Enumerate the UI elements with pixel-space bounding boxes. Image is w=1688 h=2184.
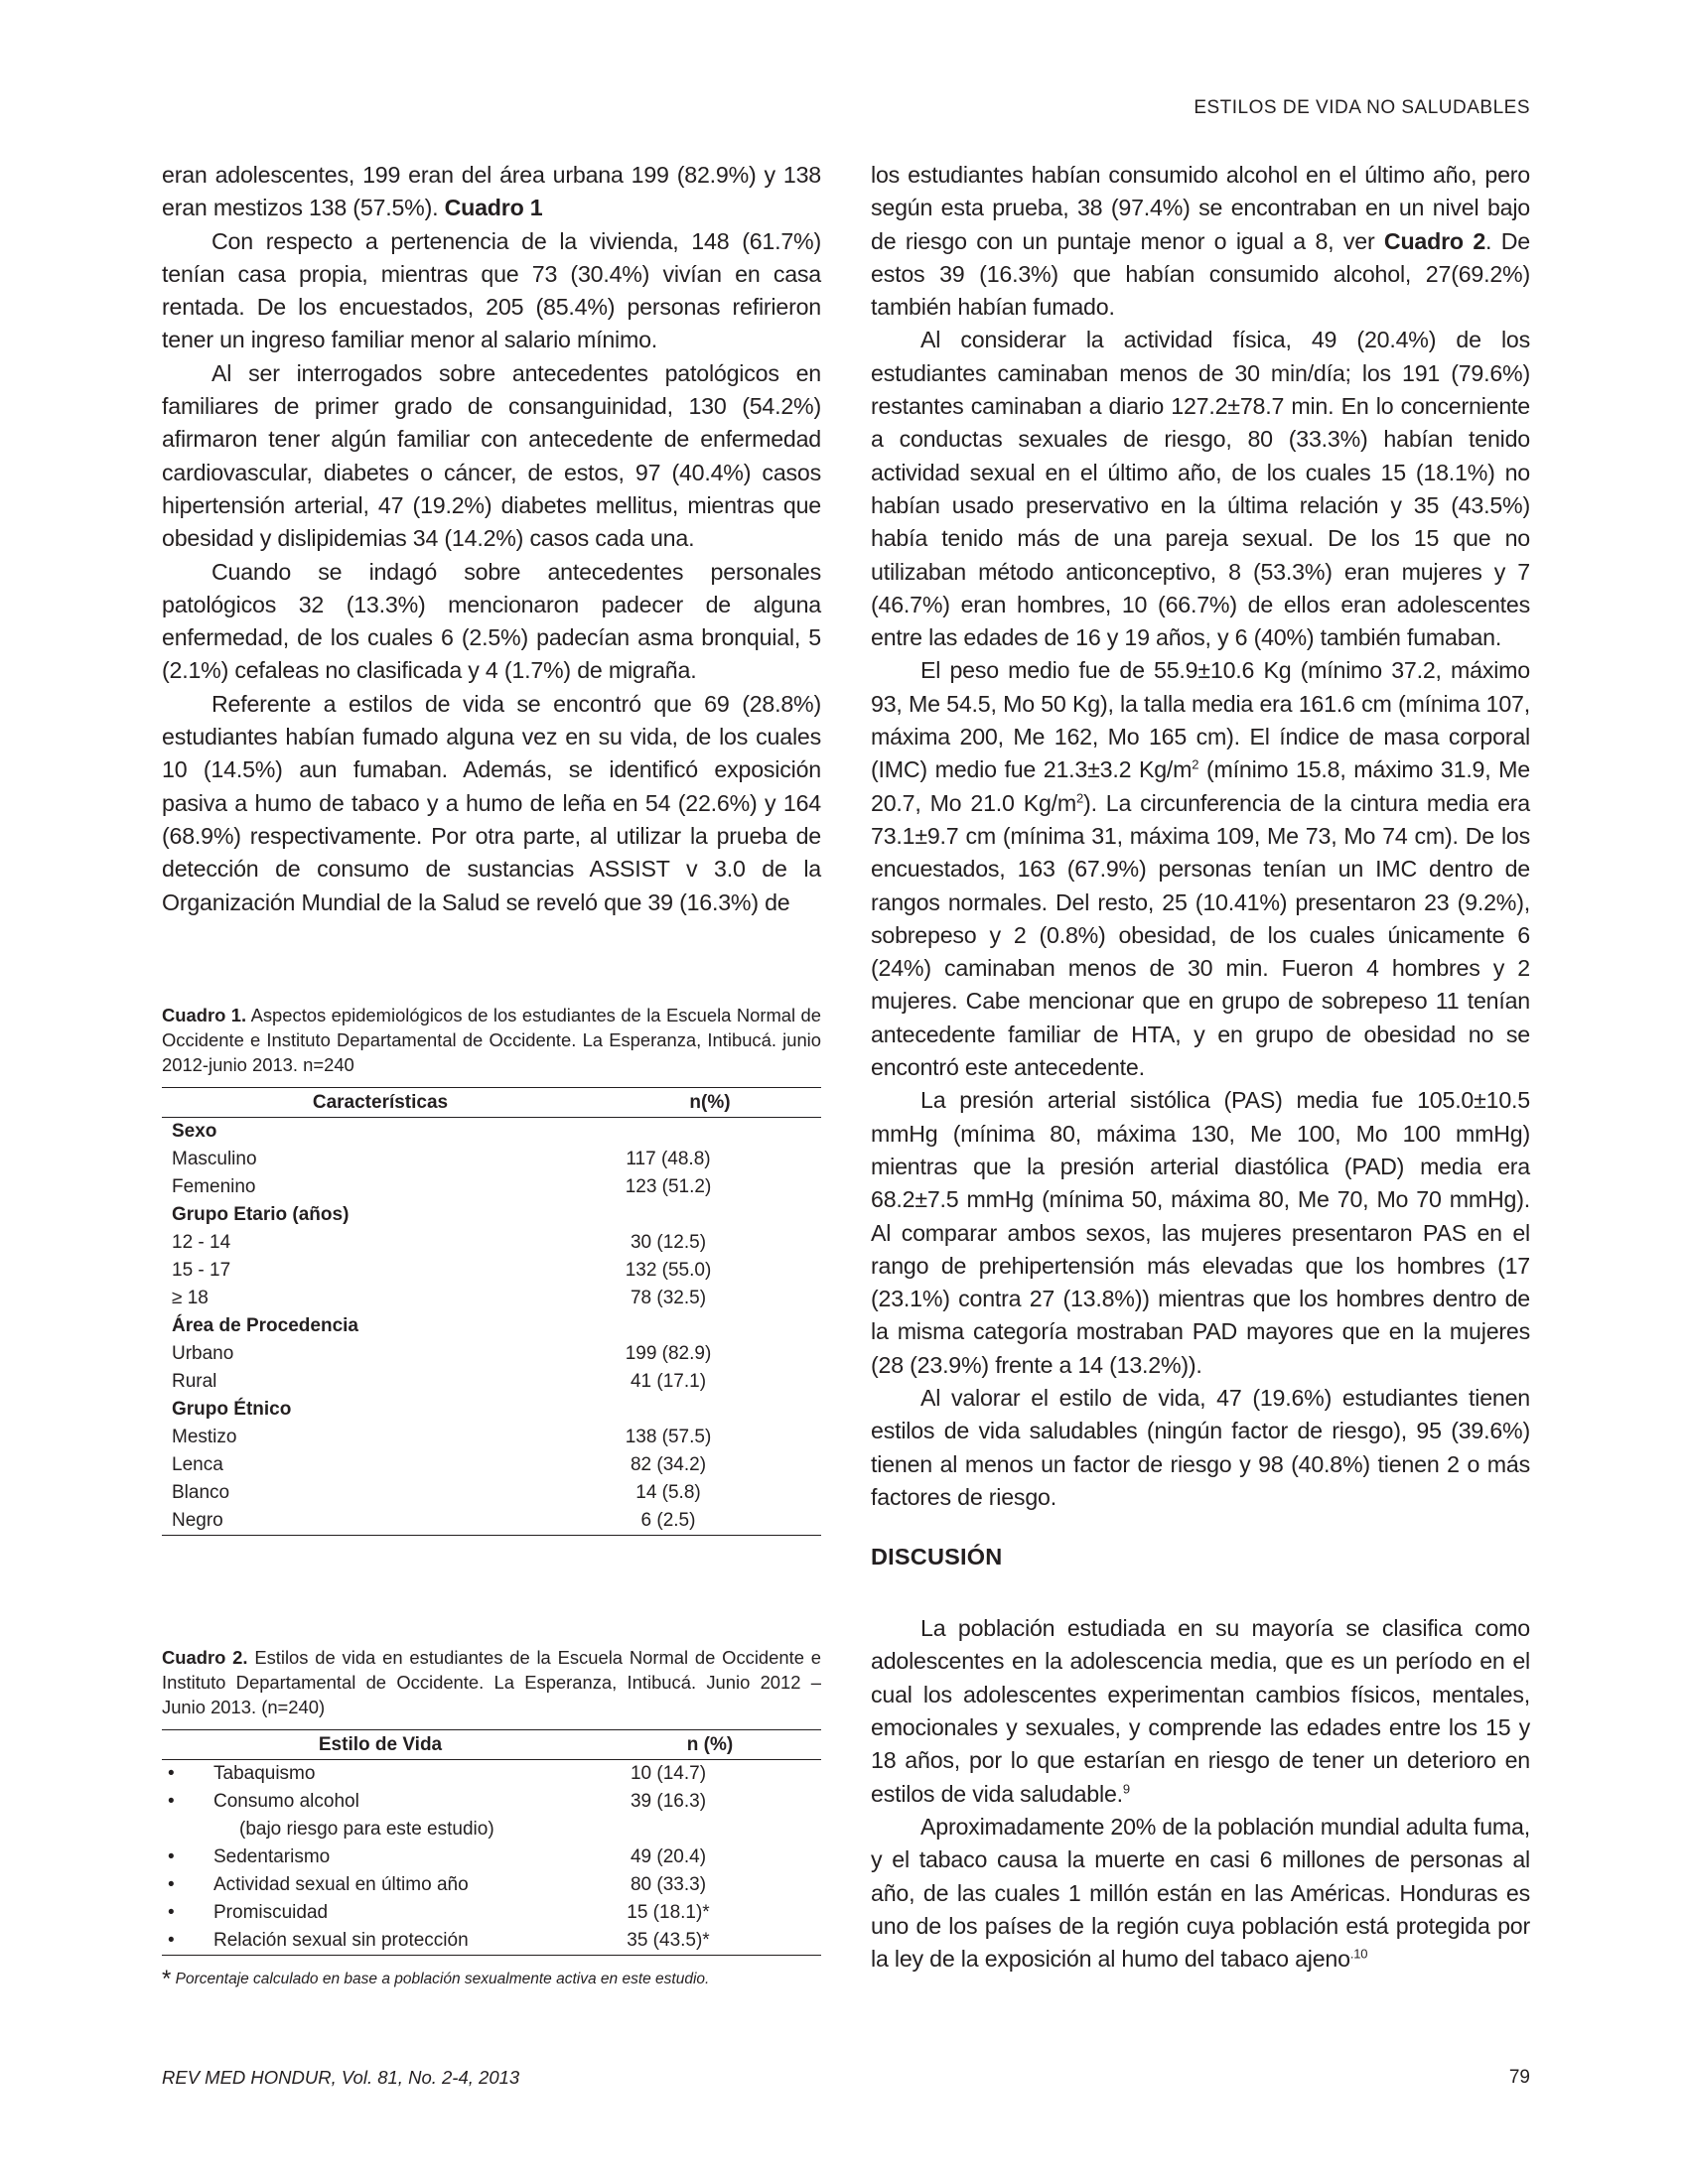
table-cell-value xyxy=(599,1201,821,1229)
table-2-body xyxy=(162,1760,821,1956)
table-cell-value: 78 (32.5) xyxy=(630,1288,707,1308)
table-row xyxy=(162,1871,821,1899)
table-row xyxy=(162,1507,821,1536)
paragraph-text: . De estos 39 (16.3%) que habían consumido alcohol, 27(69.2%) también habían fumado. xyxy=(871,227,1530,321)
table-row xyxy=(162,1257,821,1285)
paragraph: Al considerar la actividad física, 49 (20.4%) de los estudiantes caminaban menos de 30 min/día; los 191 (79.6%) restantes caminaban a diario 127.2±78.7 min. En lo concerniente a conductas sexuales de riesgo, 80 (33.3%) habían tenido actividad sexual en el último año, de los cuales 15 (18.1%) no habían usado preservativo en la última relación y 35 (43.5%) había tenido más de una pareja sexual. De los 15 que no utilizaban método anticonceptivo, 8 (53.3%) eran mujeres y 7 (46.7%) eran hombres, 10 (66.7%) de ellos eran adolescentes entre las edades de 16 y 19 años, y 6 (40%) también fumaban. xyxy=(871,327,1530,651)
bullet xyxy=(162,1816,213,1843)
table-cell-value: 49 (20.4) xyxy=(630,1846,707,1867)
table-section-row xyxy=(162,1396,821,1424)
table-row xyxy=(162,1173,821,1201)
column-header: n (%) xyxy=(686,1734,734,1755)
table-cell-value: 132 (55.0) xyxy=(625,1260,712,1281)
table-row xyxy=(162,1340,821,1368)
bullet: • xyxy=(168,1874,175,1895)
bullet: • xyxy=(168,1846,175,1867)
bullet: • xyxy=(168,1763,175,1784)
table-cell-label: Rural xyxy=(172,1371,217,1392)
caption-label: Cuadro 2. xyxy=(162,1647,248,1668)
table-reference: Cuadro 1 xyxy=(444,195,543,221)
bullet: • xyxy=(168,1791,175,1812)
table-1-caption xyxy=(162,1003,821,1077)
table-cell-label: Área de Procedencia xyxy=(172,1315,358,1336)
table-cell-label: Lenca xyxy=(172,1454,223,1475)
table-cell-label: ≥ 18 xyxy=(172,1288,209,1308)
table-cell-value: 14 (5.8) xyxy=(635,1482,701,1503)
table-row xyxy=(162,1368,821,1396)
table-cell-label: Actividad sexual en último año xyxy=(213,1874,469,1895)
table-row xyxy=(162,1788,821,1816)
column-header: n(%) xyxy=(689,1092,731,1113)
footnote-mark: * xyxy=(162,1966,172,1992)
table-row xyxy=(162,1479,821,1507)
table-section-row xyxy=(162,1118,821,1147)
table-row xyxy=(162,1146,821,1173)
paragraph-text: los estudiantes habían consumido alcohol en el último año, pero según esta prueba, 38 (97.4%) se encontraban en un nivel bajo de riesgo con un puntaje menor o igual a 8, ver xyxy=(871,162,1530,254)
table-cell-value: 117 (48.8) xyxy=(626,1149,711,1169)
paragraph-text: (mínimo 15.8, máximo 31.9, Me 20.7, Mo 21.0 Kg/m xyxy=(871,756,1530,816)
citation-superscript: 9 xyxy=(1122,1780,1130,1796)
paragraph xyxy=(871,654,1530,1084)
table-cell-value: 35 (43.5)* xyxy=(627,1930,710,1951)
table-row xyxy=(162,1451,821,1479)
table-section-row xyxy=(162,1312,821,1340)
table-1-body xyxy=(162,1118,821,1536)
table-section-row xyxy=(162,1201,821,1229)
table-cell-label: Promiscuidad xyxy=(213,1902,329,1923)
table-cell-label: Negro xyxy=(172,1510,223,1531)
bullet: • xyxy=(168,1902,175,1923)
table-cell-label: 12 - 14 xyxy=(172,1232,231,1253)
table-cell-label: Sedentarismo xyxy=(213,1846,331,1867)
table-cell-value xyxy=(599,1312,821,1340)
table-reference: Cuadro 2 xyxy=(1383,227,1486,254)
table-cell-label: Sexo xyxy=(172,1121,217,1142)
table-cell-label: Consumo alcohol xyxy=(213,1791,359,1812)
paragraph xyxy=(871,1612,1530,1811)
paragraph-text: ). La circunferencia de la cintura media era 73.1±9.7 cm (mínima 31, máxima 109, Me 73, Mo 74 cm). De los encuestados, 163 (67.9%) personas tenían un IMC dentro de rangos normales. Del resto, 25 (10.41%) presentaron 23 (9.2%), sobrepeso y 2 (0.8%) obesidad, de los cuales únicamente 6 (24%) caminaban menos de 30 min. Fueron 4 hombres y 2 mujeres. Cabe mencionar que en grupo de sobrepeso 11 tenían antecedente familiar de HTA, y en grupo de obesidad no se encontró este antecedente. xyxy=(871,789,1530,1081)
caption-text: Estilos de vida en estudiantes de la Escuela Normal de Occidente e Instituto Departamental de Occidente. La Esperanza, Intibucá. Junio 2012 – Junio 2013. (n=240) xyxy=(162,1647,821,1717)
table-cell-value xyxy=(599,1816,821,1843)
paragraph xyxy=(162,159,821,225)
table-cell-value: 123 (51.2) xyxy=(625,1176,712,1197)
table-header-row xyxy=(162,1088,821,1118)
paragraph-text: La población estudiada en su mayoría se clasifica como adolescentes en la adolescencia media, que es un período en el cual los adolescentes experimentan cambios físicos, mentales, emocionales y sexuales, y comprende las edades entre los 15 y 18 años, por lo que estarían en riesgo de tener un deterioro en estilos de vida saludable. xyxy=(871,1615,1530,1807)
table-cell-value: 138 (57.5) xyxy=(625,1427,712,1447)
section-heading: DISCUSIÓN xyxy=(871,1544,1003,1570)
footer-journal-citation: REV MED HONDUR, Vol. 81, No. 2-4, 2013 xyxy=(162,2067,520,2088)
paragraph-text: El peso medio fue de 55.9±10.6 Kg (mínimo 37.2, máximo 93, Me 54.5, Mo 50 Kg), la talla media era 161.6 cm (mínima 107, máxima 200, Me 162, Mo 165 cm). El índice de masa corporal (IMC) medio fue 21.3±3.2 Kg/m xyxy=(871,657,1530,783)
table-cell-value: 30 (12.5) xyxy=(630,1232,707,1253)
table-cell-value: 39 (16.3) xyxy=(630,1791,707,1812)
caption-text: Aspectos epidemiológicos de los estudiantes de la Escuela Normal de Occidente e Instituto Departamental de Occidente. La Esperanza, Intibucá. junio 2012-junio 2013. n=240 xyxy=(162,1005,821,1075)
table-cell-label: (bajo riesgo para este estudio) xyxy=(239,1819,494,1840)
paragraph-text: Aproximadamente 20% de la población mundial adulta fuma, y el tabaco causa la muerte en casi 6 millones de personas al año, de las cuales 1 millón están en las Américas. Honduras es uno de los países de la región cuya población está protegida por la ley de la exposición al humo del tabaco ajeno xyxy=(871,1813,1530,1973)
paragraph: Cuando se indagó sobre antecedentes personales patológicos 32 (13.3%) mencionaron padecer de alguna enfermedad, de los cuales 6 (2.5%) padecían asma bronquial, 5 (2.1%) cefaleas no clasificada y 4 (1.7%) de migraña. xyxy=(162,558,821,684)
paragraph: Al valorar el estilo de vida, 47 (19.6%) estudiantes tienen estilos de vida saludables (ningún factor de riesgo), 95 (39.6%) tienen al menos un factor de riesgo y 98 (40.8%) tienen 2 o más factores de riesgo. xyxy=(871,1384,1530,1510)
table-row xyxy=(162,1816,821,1843)
table-row xyxy=(162,1285,821,1312)
table-cell-label: Masculino xyxy=(172,1149,257,1169)
left-column xyxy=(162,159,821,919)
table-cell-label: Grupo Etario (años) xyxy=(172,1204,350,1225)
table-cell-label: Urbano xyxy=(172,1343,234,1364)
superscript: 2 xyxy=(1076,789,1084,805)
table-cell-value: 80 (33.3) xyxy=(630,1874,707,1895)
bullet: • xyxy=(168,1930,175,1951)
table-cell-value: 199 (82.9) xyxy=(625,1343,712,1364)
running-head: ESTILOS DE VIDA NO SALUDABLES xyxy=(1194,97,1530,118)
table-cell-value: 41 (17.1) xyxy=(630,1371,707,1392)
paragraph: La presión arterial sistólica (PAS) media fue 105.0±10.5 mmHg (mínima 80, máxima 130, Me 100, Mo 100 mmHg) mientras que la presión arterial diastólica (PAD) media era 68.2±7.5 mmHg (mínima 50, máxima 80, Me 70, Mo 70 mmHg). Al comparar ambos sexos, las mujeres presentaron PAS en el rango de prehipertensión más elevadas que los hombres (17 (23.1%) contra 27 (13.8%)) mientras que los hombres dentro de la misma categoría mostraban PAD mayores que en la mujeres (28 (23.9%) frente a 14 (13.2%)). xyxy=(871,1087,1530,1378)
paragraph: Referente a estilos de vida se encontró que 69 (28.8%) estudiantes habían fumado alguna vez en su vida, de los cuales 10 (14.5%) aun fumaban. Además, se identificó exposición pasiva a humo de tabaco y a humo de leña en 54 (22.6%) y 164 (68.9%) respectivamente. Por otra parte, al utilizar la prueba de detección de consumo de sustancias ASSIST v 3.0 de la Organización Mundial de la Salud se reveló que 39 (16.3%) de xyxy=(162,690,821,915)
footnote-text: Porcentaje calculado en base a población sexualmente activa en este estudio. xyxy=(171,1971,710,1987)
table-row xyxy=(162,1899,821,1927)
table-cell-label: Relación sexual sin protección xyxy=(213,1930,469,1951)
paragraph xyxy=(871,1811,1530,1976)
table-cell-value xyxy=(599,1118,821,1147)
table-cell-value: 82 (34.2) xyxy=(630,1454,707,1475)
table-2-grid xyxy=(162,1729,821,1956)
table-1 xyxy=(162,1003,821,1536)
table-1-grid xyxy=(162,1087,821,1536)
table-cell-value: 6 (2.5) xyxy=(640,1510,696,1531)
right-column xyxy=(871,159,1530,1976)
column-header: Estilo de Vida xyxy=(318,1734,443,1755)
paragraph: Al ser interrogados sobre antecedentes patológicos en familiares de primer grado de consanguinidad, 130 (54.2%) afirmaron tener algún familiar con antecedente de enfermedad cardiovascular, diabetes o cáncer, de estos, 97 (40.4%) casos hipertensión arterial, 47 (19.2%) diabetes mellitus, mientras que obesidad y dislipidemias 34 (14.2%) casos cada una. xyxy=(162,359,821,552)
table-cell-value xyxy=(599,1396,821,1424)
table-cell-label: Femenino xyxy=(172,1176,256,1197)
paragraph: Con respecto a pertenencia de la vivienda, 148 (61.7%) tenían casa propia, mientras que 73 (30.4%) vivían en casa rentada. De los encuestados, 205 (85.4%) personas refirieron tener un ingreso familiar menor al salario mínimo. xyxy=(162,227,821,353)
table-2-footnote xyxy=(162,1966,821,1993)
table-cell-label: Grupo Étnico xyxy=(172,1399,292,1420)
citation-superscript: .10 xyxy=(1349,1946,1368,1962)
table-row xyxy=(162,1229,821,1257)
table-cell-value: 10 (14.7) xyxy=(630,1763,707,1784)
table-cell-label: Mestizo xyxy=(172,1427,237,1447)
table-row xyxy=(162,1424,821,1451)
page-number: 79 xyxy=(1508,2067,1530,2088)
paragraph-text: eran adolescentes, 199 eran del área urbana 199 (82.9%) y 138 eran mestizos 138 (57.5%). xyxy=(162,162,821,221)
paragraph xyxy=(871,159,1530,324)
table-row xyxy=(162,1760,821,1789)
table-cell-label: Tabaquismo xyxy=(213,1763,316,1784)
table-cell-label: 15 - 17 xyxy=(172,1260,231,1281)
table-row xyxy=(162,1843,821,1871)
table-2-caption xyxy=(162,1645,821,1719)
table-2 xyxy=(162,1645,821,1993)
table-cell-label: Blanco xyxy=(172,1482,230,1503)
table-row xyxy=(162,1927,821,1956)
column-header: Características xyxy=(312,1092,449,1113)
table-header-row xyxy=(162,1730,821,1760)
caption-label: Cuadro 1. xyxy=(162,1005,247,1025)
table-cell-value: 15 (18.1)* xyxy=(627,1902,710,1923)
superscript: 2 xyxy=(1192,756,1199,772)
